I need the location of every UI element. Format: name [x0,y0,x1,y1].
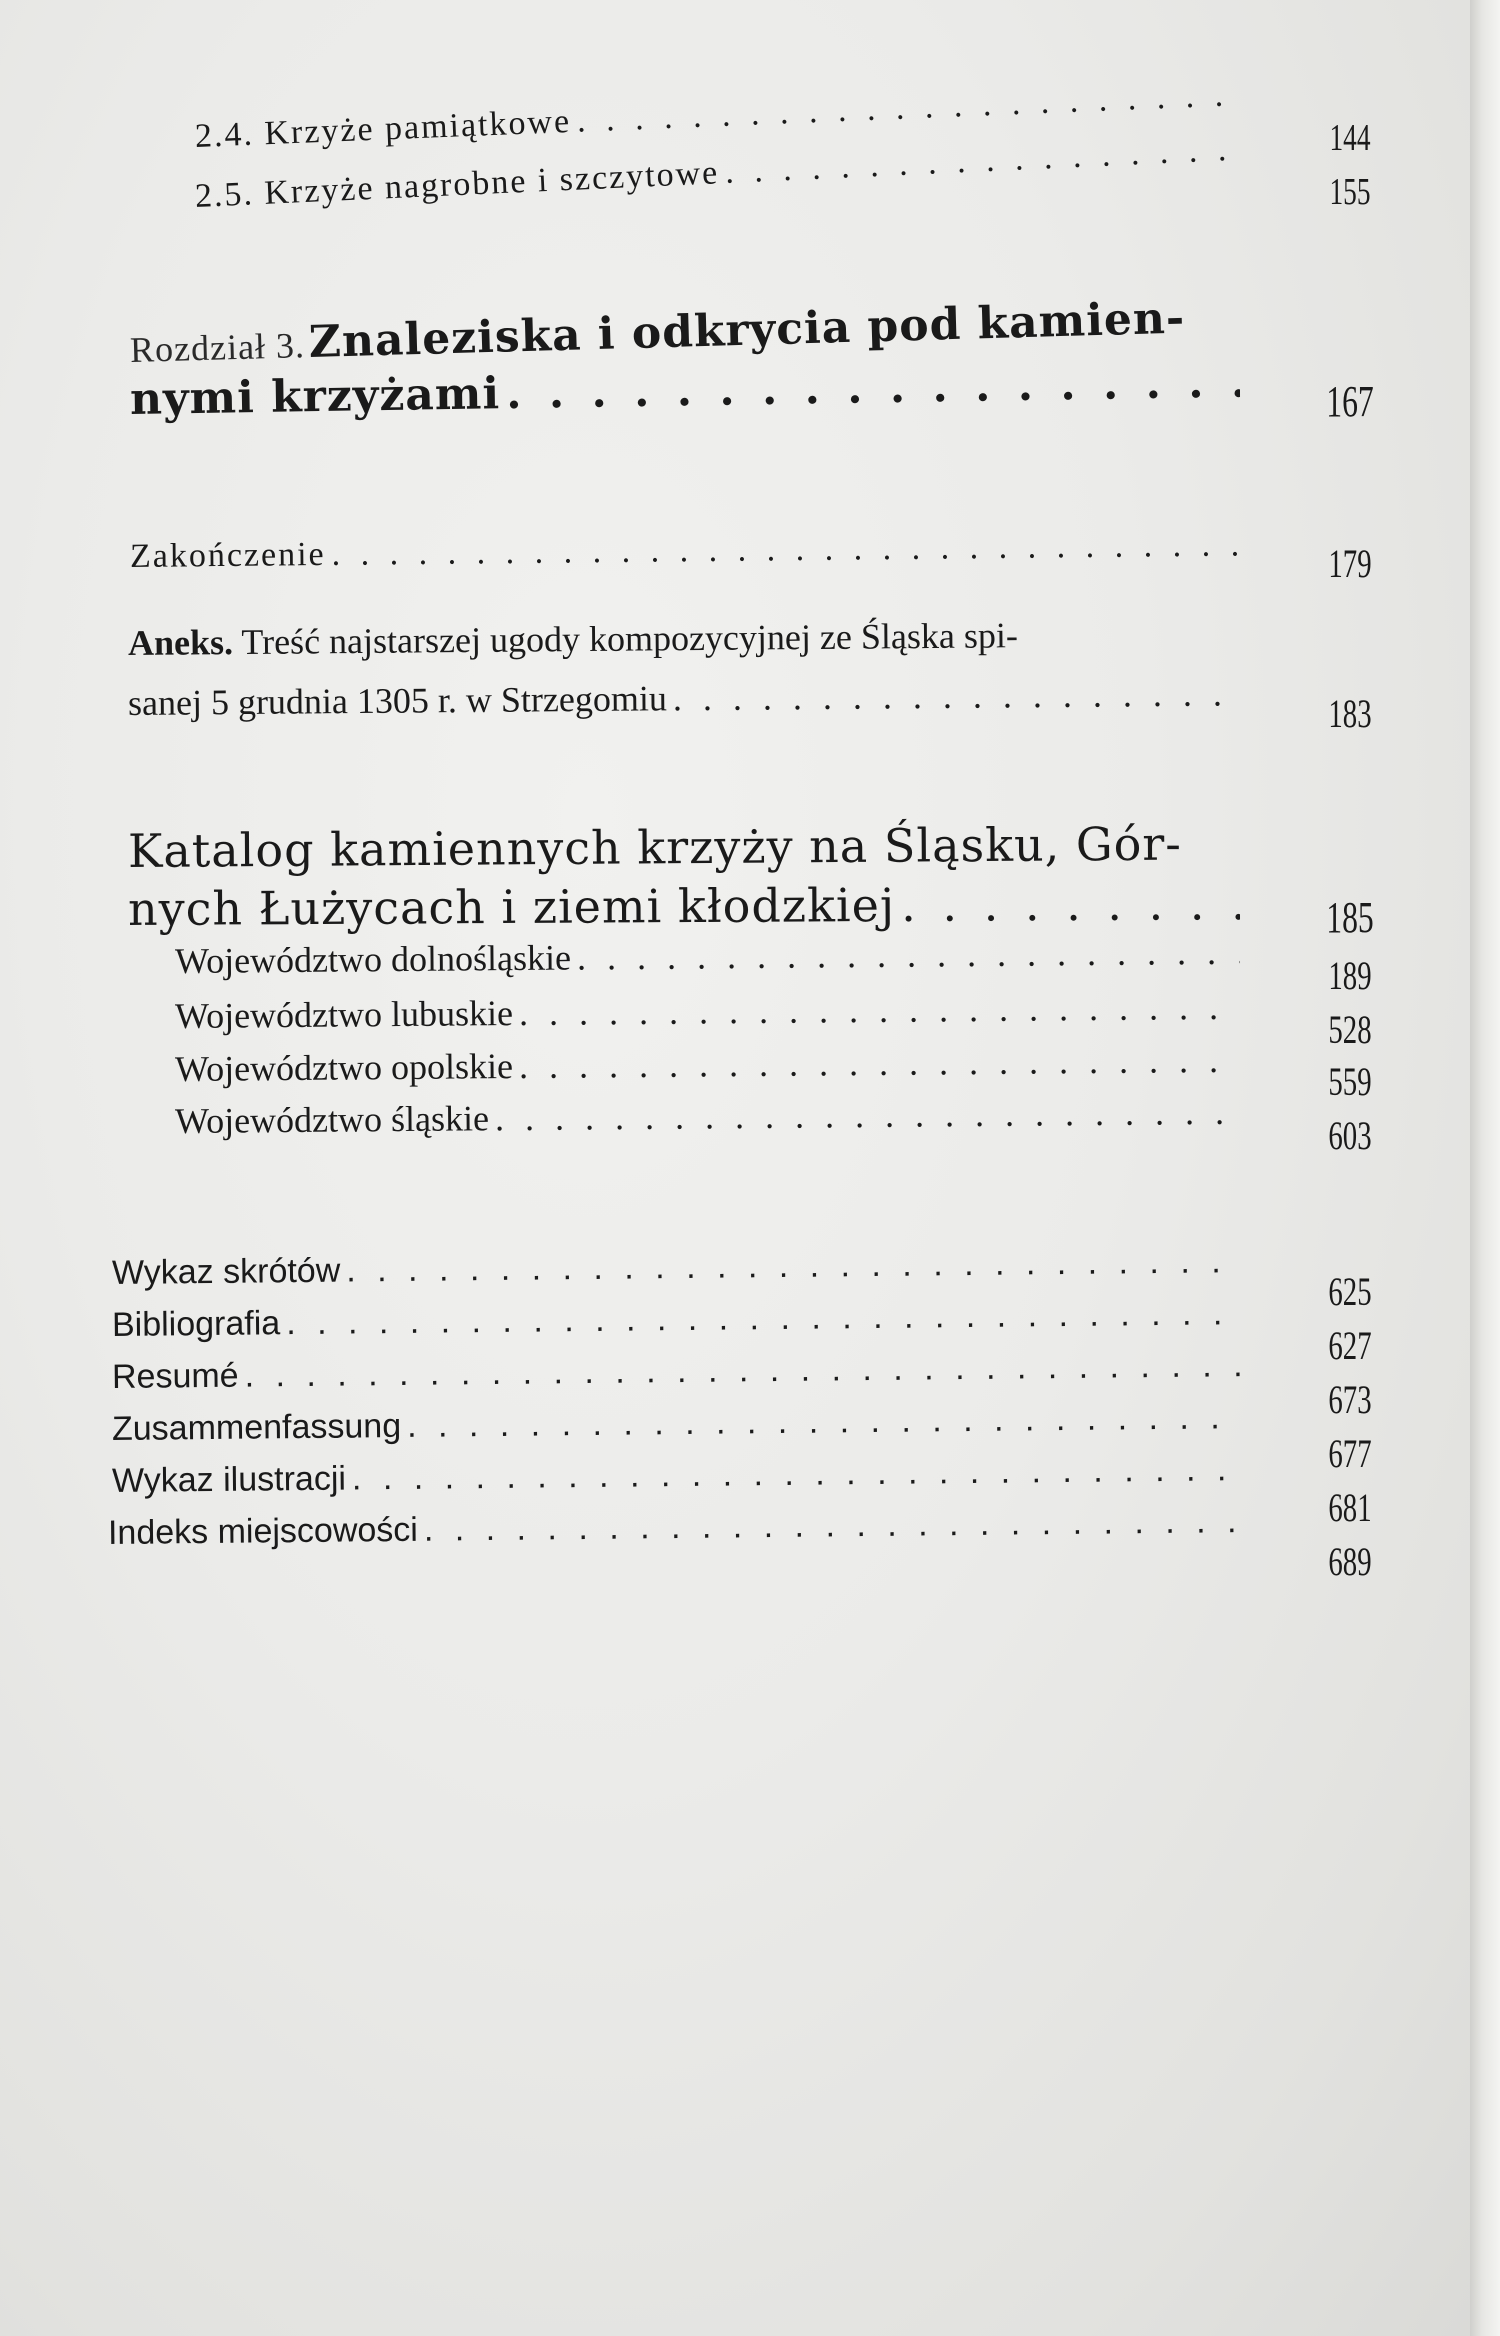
toc-entry-label: 2.4. Krzyże pamiątkowe [194,102,572,155]
toc-entry-label: 2.5. Krzyże nagrobne i szczytowe [194,154,720,215]
catalog-heading-line2 [128,876,1240,936]
chapter-title-line1: Znaleziska i odkrycia pod kamien- [308,292,1186,368]
catalog-item-dolnoslaskie [175,931,1240,982]
back-matter-bibliography [112,1294,1240,1345]
leader-dots [500,357,1241,420]
leader-dots [346,1450,1240,1498]
catalog-title-line1: Katalog kamiennych krzyży na Śląsku, Gór- [127,816,1183,878]
back-matter-label: Zusammenfassung [111,1406,402,1448]
toc-entry-page: 144 [1329,117,1371,159]
back-matter-page: 673 [1328,1377,1372,1422]
back-matter-label: Wykaz ilustracji [111,1459,347,1500]
back-matter-label: Bibliografia [111,1304,281,1344]
leader-dots [418,1502,1240,1550]
leader-dots [513,1039,1240,1087]
back-matter-label: Indeks miejscowości [107,1510,419,1552]
catalog-heading-line1 [128,817,1182,878]
leader-dots [571,931,1240,979]
back-matter-page: 625 [1328,1269,1372,1314]
chapter-3-page: 167 [1326,377,1374,426]
chapter-title-line2: nymi krzyżami [129,368,501,425]
back-matter-illustrations [112,1450,1240,1501]
annex-line2 [128,672,1240,724]
back-matter-abbreviations [112,1242,1240,1293]
catalog-item-slaskie [175,1091,1240,1142]
back-matter-resume [112,1346,1240,1397]
catalog-title-line2: nych Łużycach i ziemi kłodzkiej [127,877,896,936]
leader-dots [325,526,1240,574]
catalog-item-page: 603 [1328,1113,1372,1158]
leader-dots [667,672,1240,719]
leader-dots [280,1294,1240,1343]
catalog-item-label: Województwo opolskie [174,1046,514,1089]
page-edge-shadow [1470,0,1500,2336]
chapter-prefix: Rozdział 3. [129,325,306,370]
leader-dots [238,1346,1240,1395]
toc-entry-page: 155 [1329,171,1371,213]
annex-bold-label: Aneks. [127,622,234,663]
back-matter-index [108,1502,1240,1553]
catalog-item-page: 189 [1328,953,1372,998]
catalog-item-label: Województwo dolnośląskie [174,937,572,981]
toc-entry-page: 179 [1328,541,1372,586]
annex-line1 [128,614,1018,664]
back-matter-page: 677 [1328,1431,1372,1476]
annex-text-line2: sanej 5 grudnia 1305 r. w Strzegomiu [127,678,668,723]
catalog-page: 185 [1326,893,1374,942]
back-matter-label: Resumé [111,1356,239,1396]
toc-entry-label: Zakończenie [129,535,326,575]
catalog-item-opolskie [175,1039,1240,1090]
back-matter-page: 627 [1328,1323,1372,1368]
leader-dots [895,876,1240,932]
toc-entry-conclusion [130,526,1240,576]
catalog-item-page: 559 [1328,1059,1372,1104]
catalog-item-lubuskie [175,986,1240,1037]
catalog-item-label: Województwo lubuskie [174,993,514,1036]
catalog-item-page: 528 [1328,1007,1372,1052]
leader-dots [340,1242,1240,1290]
leader-dots [401,1398,1240,1446]
back-matter-page: 689 [1328,1539,1372,1584]
catalog-item-label: Województwo śląskie [174,1098,490,1141]
leader-dots [489,1091,1240,1140]
leader-dots [718,130,1244,192]
leader-dots [570,76,1245,141]
annex-text: Treść najstarszej ugody kompozycyjnej ze Śląska spi- [241,615,1019,663]
back-matter-label: Wykaz skrótów [111,1251,341,1292]
leader-dots [513,986,1240,1034]
annex-page: 183 [1328,691,1372,736]
back-matter-zusammenfassung [112,1398,1240,1449]
back-matter-page: 681 [1328,1485,1372,1530]
